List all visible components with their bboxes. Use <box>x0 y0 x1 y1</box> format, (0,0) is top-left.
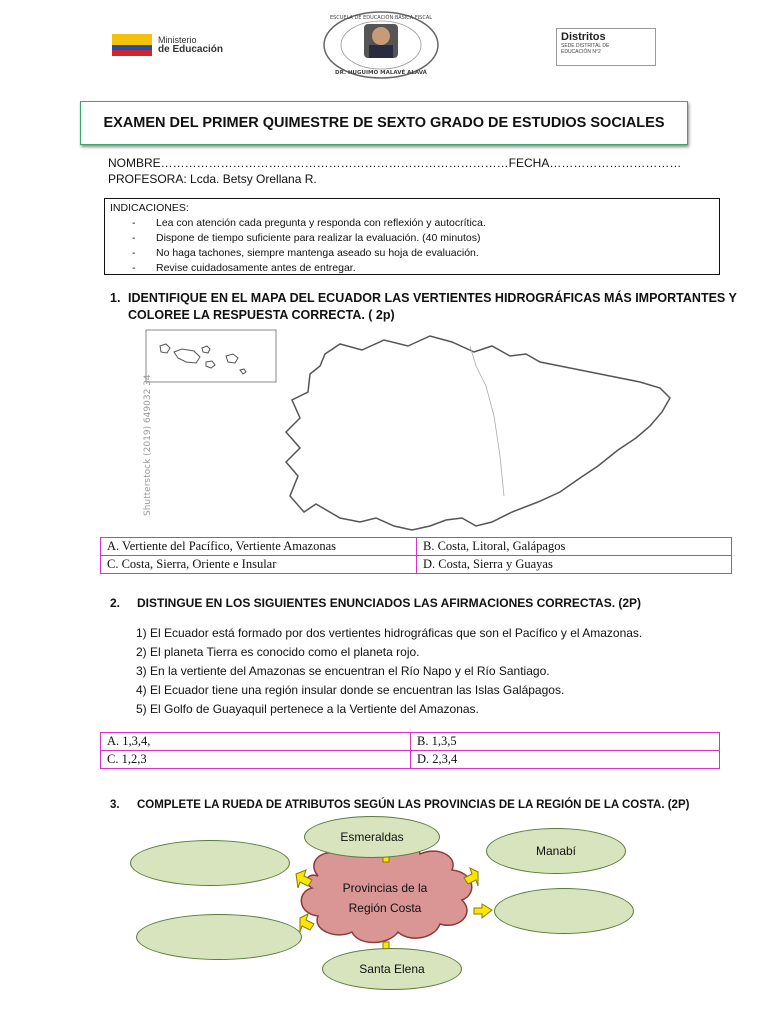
arrow-right-icon <box>474 904 492 918</box>
q1-line2: COLOREE LA RESPUESTA CORRECTA. ( 2p) <box>128 308 395 322</box>
indications-box <box>104 198 720 275</box>
oval-esmeraldas[interactable]: Esmeraldas <box>304 816 440 858</box>
q1-option-b[interactable]: B. Costa, Litoral, Galápagos <box>417 538 732 556</box>
q1-line1: IDENTIFIQUE EN EL MAPA DEL ECUADOR LAS VERTIENTES HIDROGRÁFICAS MÁS IMPORTANTES Y <box>128 291 737 305</box>
q2-option-c[interactable]: C. 1,2,3 <box>101 751 411 769</box>
q2-statements <box>136 624 642 719</box>
q1-options-table <box>100 537 732 574</box>
statement-item: 1) El Ecuador está formado por dos vertientes hidrográficas que son el Pacífico y el Amazonas. <box>136 626 643 640</box>
districts-sub1: SEDE DISTRITAL DE <box>561 43 610 49</box>
indication-item: - No haga tachones, siempre mantenga aseado su hoja de evaluación. <box>132 246 714 261</box>
oval-empty-right[interactable] <box>494 888 634 934</box>
map-watermark: Shutterstock (2019) 649032 34 <box>143 374 153 516</box>
center-line1: Provincias de la <box>342 881 428 895</box>
indication-item: - Revise cuidadosamente antes de entregar. <box>132 261 714 276</box>
oval-empty-top-left[interactable] <box>130 840 290 886</box>
name-date-line: NOMBRE……………………………………………………………………………FECHA…………………………… <box>108 156 682 170</box>
school-seal <box>322 10 440 80</box>
q2-option-d[interactable]: D. 2,3,4 <box>411 751 720 769</box>
q2-options-table <box>100 732 720 769</box>
q1-option-d[interactable]: D. Costa, Sierra y Guayas <box>417 556 732 574</box>
ministry-logo <box>112 32 224 58</box>
ecuador-flag-icon <box>112 34 152 56</box>
indications-list <box>110 216 714 276</box>
q2-title: DISTINGUE EN LOS SIGUIENTES ENUNCIADOS LAS AFIRMACIONES CORRECTAS. (2P) <box>137 596 642 610</box>
teacher-line: PROFESORA: Lcda. Betsy Orellana R. <box>108 172 317 186</box>
statement-item: 5) El Golfo de Guayaquil pertenece a la Vertiente del Amazonas. <box>136 702 479 716</box>
statement-item: 2) El planeta Tierra es conocido como el planeta rojo. <box>136 645 420 659</box>
svg-text:ESCUELA DE EDUCACIÓN BÁSICA FI: ESCUELA DE EDUCACIÓN BÁSICA FISCAL <box>329 15 433 21</box>
districts-logo <box>556 28 656 66</box>
districts-title: Distritos <box>561 31 606 43</box>
q3-title: COMPLETE LA RUEDA DE ATRIBUTOS SEGÚN LAS PROVINCIAS DE LA REGIÓN DE LA COSTA. (2P) <box>137 799 690 811</box>
indication-item: - Dispone de tiempo suficiente para realizar la evaluación. (40 minutos) <box>132 231 714 246</box>
districts-sub2: EDUCACIÓN N°2 <box>561 49 601 55</box>
exam-title: EXAMEN DEL PRIMER QUIMESTRE DE SEXTO GRADO DE ESTUDIOS SOCIALES <box>103 115 665 131</box>
q2-option-a[interactable]: A. 1,3,4, <box>101 733 411 751</box>
q1-option-a[interactable]: A. Vertiente del Pacífico, Vertiente Amazonas <box>101 538 417 556</box>
oval-santa-elena[interactable]: Santa Elena <box>322 948 462 990</box>
q1-number: 1. <box>110 291 121 305</box>
oval-empty-bottom-left[interactable] <box>136 914 302 960</box>
q2-option-b[interactable]: B. 1,3,5 <box>411 733 720 751</box>
q1-option-c[interactable]: C. Costa, Sierra, Oriente e Insular <box>101 556 417 574</box>
arrow-downleft-icon <box>300 914 314 932</box>
ministry-line1: Ministerio <box>158 35 197 45</box>
ministry-line2: de Educación <box>158 44 224 55</box>
indication-item: - Lea con atención cada pregunta y responda con reflexión y autocrítica. <box>132 216 714 231</box>
center-line2: Región Costa <box>348 901 422 915</box>
svg-text:DR. HUGUIMO MALAVÉ ALAVÁ: DR. HUGUIMO MALAVÉ ALAVÁ <box>335 70 427 76</box>
center-cloud-text <box>330 878 440 918</box>
oval-manabi[interactable]: Manabí <box>486 828 626 874</box>
q3-number: 3. <box>110 799 120 811</box>
statement-item: 4) El Ecuador tiene una región insular donde se encuentran las Islas Galápagos. <box>136 683 565 697</box>
exam-title-box <box>80 101 688 145</box>
q2-number: 2. <box>110 596 121 610</box>
indications-heading: INDICACIONES: <box>110 202 189 214</box>
ecuador-map <box>140 326 700 536</box>
statement-item: 3) En la vertiente del Amazonas se encuentran el Río Napo y el Río Santiago. <box>136 664 550 678</box>
